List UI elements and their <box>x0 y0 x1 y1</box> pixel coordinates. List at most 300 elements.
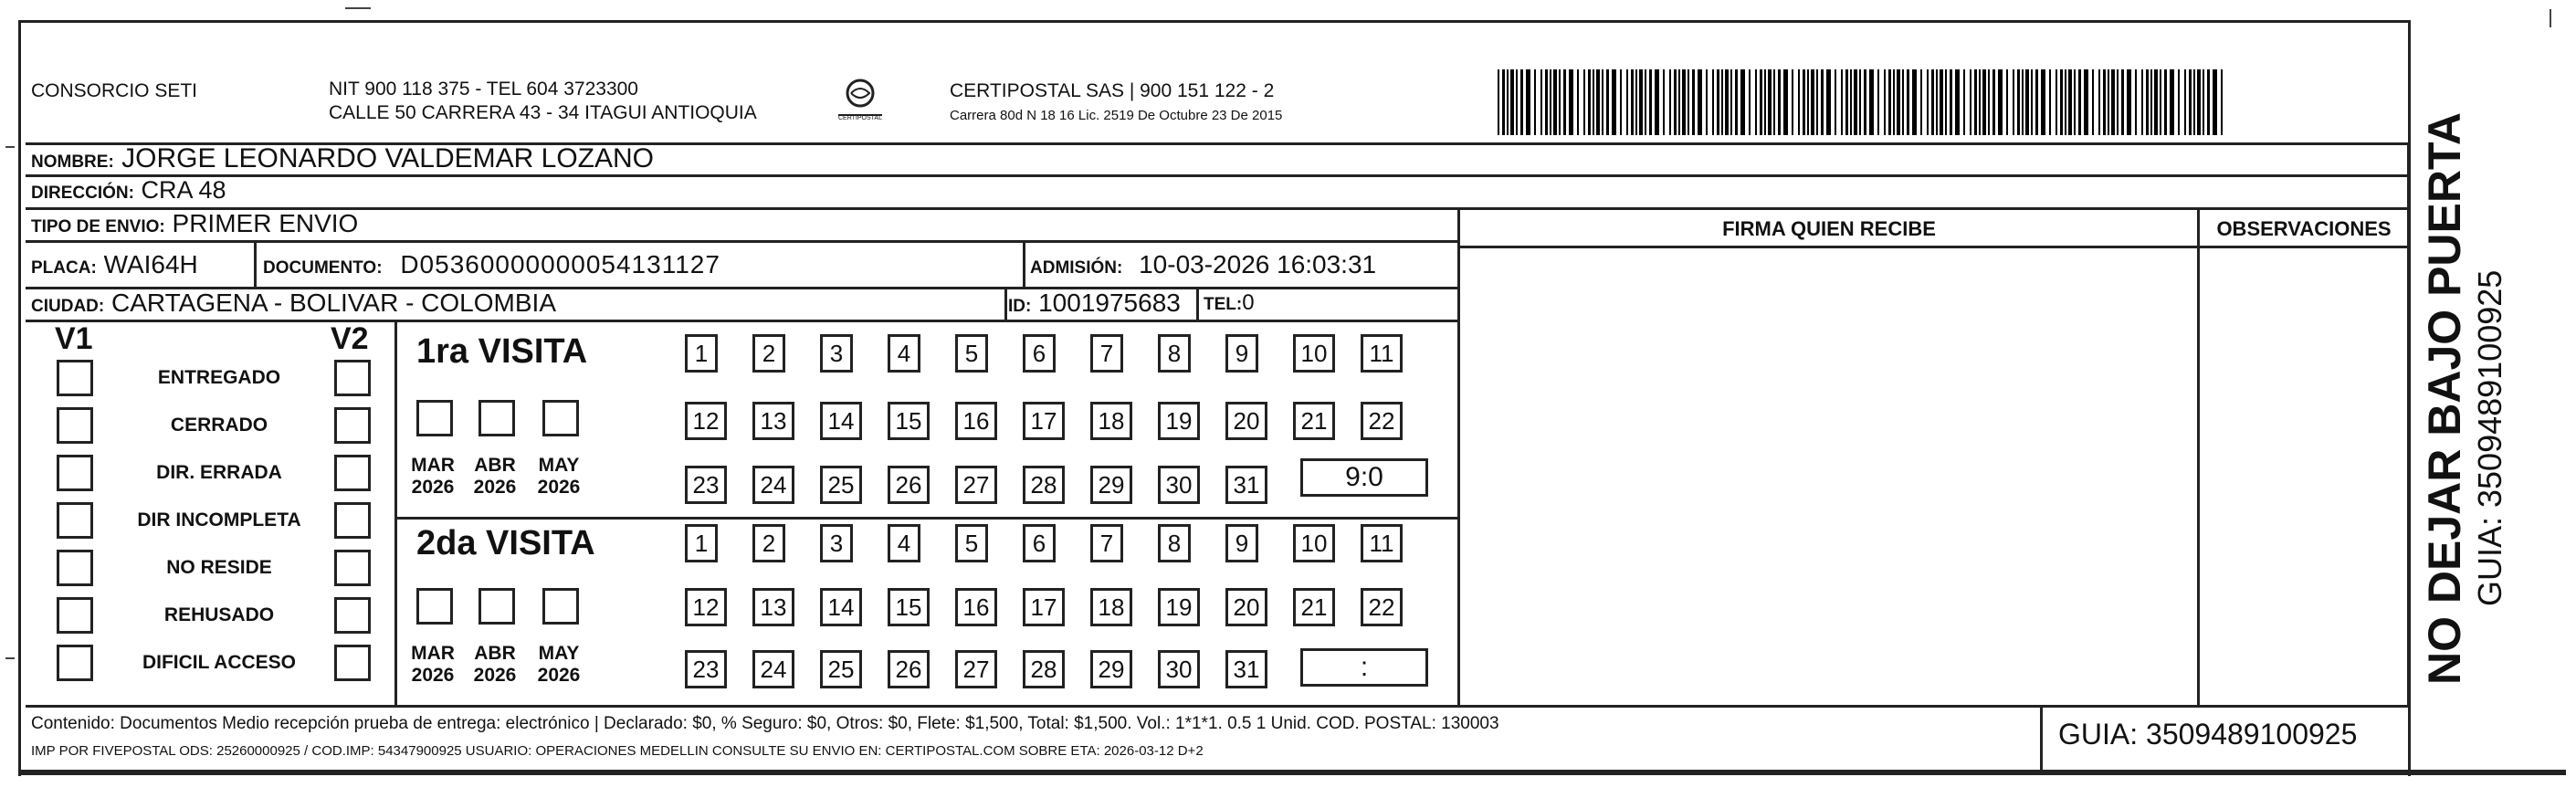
barcode-bar <box>2146 69 2149 135</box>
month-checkbox[interactable] <box>478 400 515 436</box>
barcode-bar <box>2221 69 2223 135</box>
barcode-bar <box>2150 69 2152 135</box>
month-checkbox[interactable] <box>416 588 453 625</box>
day-box[interactable]: 17 <box>1023 402 1065 440</box>
barcode-bar <box>1645 69 1646 135</box>
barcode-bar <box>1678 69 1680 135</box>
barcode-bar <box>1816 69 1818 135</box>
barcode-bar <box>2178 69 2180 135</box>
day-box[interactable]: 1 <box>685 524 718 562</box>
month-name: MAR <box>411 643 455 664</box>
month-name: MAY <box>538 455 580 476</box>
day-box[interactable]: 21 <box>1293 402 1335 440</box>
rule <box>1457 246 2409 248</box>
barcode-bar <box>1955 69 1960 135</box>
rule <box>394 517 1457 520</box>
barcode-bar <box>1717 69 1719 135</box>
barcode-bar <box>2025 69 2029 135</box>
barcode-bar <box>2074 69 2076 135</box>
barcode-bar <box>1569 69 1573 135</box>
day-box[interactable]: 12 <box>685 588 727 626</box>
month-label <box>405 643 460 687</box>
barcode-bar <box>1974 69 1977 135</box>
barcode-bar <box>1803 69 1805 135</box>
day-box[interactable]: 16 <box>955 402 997 440</box>
barcode-bar <box>1826 69 1831 135</box>
day-box[interactable]: 31 <box>1225 650 1267 688</box>
day-box[interactable]: 7 <box>1090 524 1123 562</box>
month-label <box>468 643 522 687</box>
second-visit-title: 2da VISITA <box>416 524 595 562</box>
admision-value: 10-03-2026 16:03:31 <box>1139 250 1377 278</box>
day-box[interactable]: 13 <box>752 402 794 440</box>
month-checkbox[interactable] <box>478 588 515 625</box>
barcode-bar <box>1864 69 1866 135</box>
barcode-bar <box>2203 69 2204 135</box>
placa-label: PLACA: <box>31 258 97 278</box>
barcode-bar <box>2121 69 2124 135</box>
nombre-row <box>31 143 654 174</box>
barcode-bar <box>1516 69 1518 135</box>
barcode-bar <box>2135 69 2137 135</box>
barcode-bar <box>1498 69 1499 135</box>
day-box[interactable]: 23 <box>685 466 727 504</box>
rule <box>2407 142 2410 705</box>
v2-checkbox[interactable] <box>334 407 371 444</box>
v2-checkbox[interactable] <box>334 550 371 586</box>
scan-mark <box>5 146 15 148</box>
barcode-bar <box>2031 69 2033 135</box>
documento-row <box>263 250 720 279</box>
v2-checkbox[interactable] <box>334 360 371 396</box>
barcode-bar <box>2049 69 2051 135</box>
barcode-bar <box>2084 69 2088 135</box>
barcode-bar <box>1859 69 1861 135</box>
barcode-bar <box>1755 69 1757 135</box>
barcode-bar <box>1783 69 1788 135</box>
documento-value: D05360000000054131127 <box>400 250 720 278</box>
month-checkbox[interactable] <box>416 400 453 436</box>
barcode-bar <box>1963 69 1965 135</box>
barcode-bar <box>1682 69 1686 135</box>
barcode-bar <box>1798 69 1800 135</box>
barcode-bar <box>2170 69 2174 135</box>
barcode-bar <box>1877 69 1879 135</box>
day-box[interactable]: 20 <box>1225 588 1267 626</box>
nombre-label: NOMBRE: <box>31 152 114 172</box>
day-box[interactable]: 13 <box>752 588 794 626</box>
rule <box>254 240 257 287</box>
day-box[interactable]: 31 <box>1225 466 1267 504</box>
day-box[interactable]: 11 <box>1361 334 1403 373</box>
v1-checkbox[interactable] <box>57 597 93 634</box>
reason-label: ENTREGADO <box>157 367 281 388</box>
barcode-bar <box>1510 69 1514 135</box>
barcode-bar <box>1760 69 1762 135</box>
barcode-bar <box>1540 69 1542 135</box>
barcode-bar <box>2193 69 2195 135</box>
barcode-bar <box>1764 69 1766 135</box>
day-box[interactable]: 11 <box>1361 524 1403 562</box>
barcode-bar <box>1950 69 1952 135</box>
barcode-bar <box>1606 69 1609 135</box>
day-box[interactable]: 5 <box>955 524 988 562</box>
barcode-bar <box>2022 69 2024 135</box>
day-box[interactable]: 22 <box>1361 588 1403 626</box>
day-box[interactable]: 29 <box>1090 650 1132 688</box>
barcode-bar <box>1821 69 1824 135</box>
barcode-bar <box>1835 69 1836 135</box>
barcode-bar <box>2041 69 2045 135</box>
barcode-bar <box>1869 69 1874 135</box>
day-box[interactable]: 25 <box>820 650 862 688</box>
barcode-bar <box>1639 69 1643 135</box>
barcode-bar <box>1927 69 1929 135</box>
barcode-bar <box>1992 69 1995 135</box>
day-box[interactable]: 30 <box>1158 466 1200 504</box>
barcode-bar <box>1768 69 1772 135</box>
barcode-bar <box>1534 69 1536 135</box>
firma-label: FIRMA QUIEN RECIBE <box>1722 217 1936 240</box>
tel-label: TEL: <box>1204 295 1243 314</box>
day-box[interactable]: 20 <box>1225 402 1267 440</box>
barcode-bar <box>1712 69 1714 135</box>
barcode-bar <box>1735 69 1738 135</box>
barcode-bar <box>1674 69 1677 135</box>
direccion-value: CRA 48 <box>141 176 226 204</box>
time-first: 9:0 <box>1345 462 1383 492</box>
day-box[interactable]: 18 <box>1090 588 1132 626</box>
barcode-bar <box>1502 69 1505 135</box>
reason-label: DIR. ERRADA <box>156 462 282 483</box>
barcode-bar <box>1792 69 1793 135</box>
day-box[interactable]: 3 <box>820 334 853 373</box>
barcode-bar <box>1721 69 1723 135</box>
day-box[interactable]: 6 <box>1023 524 1056 562</box>
admision-label: ADMISIÓN: <box>1030 258 1123 278</box>
barcode-bar <box>1545 69 1548 135</box>
barcode-bar <box>2013 69 2014 135</box>
tipo-value: PRIMER ENVIO <box>172 209 359 237</box>
placa-row <box>31 250 198 279</box>
v2-label: V2 <box>331 321 369 356</box>
barcode-bar <box>1725 69 1729 135</box>
v2-checkbox[interactable] <box>334 502 371 539</box>
barcode-bar <box>1912 69 1917 135</box>
scan-mark <box>5 657 15 659</box>
footer-imp: IMP POR FIVEPOSTAL ODS: 25260000925 / COD.IMP: 54347900925 USUARIO: OPERACIONES MEDELLIN CONSULTE SU ENVIO EN: CERTIPOSTAL.COM SOBRE ETA: 2026-03-12 D+2 <box>31 743 1204 759</box>
month-name: ABR <box>474 643 516 664</box>
barcode-bar <box>1602 69 1603 135</box>
admision-row <box>1030 250 1376 279</box>
reason-label: NO RESIDE <box>166 557 272 578</box>
side-guia: GUIA: 3509489100925 <box>2471 269 2508 606</box>
month-year: 2026 <box>473 477 517 498</box>
direccion-row <box>31 176 226 205</box>
no-dejar-warning: NO DEJAR BAJO PUERTA <box>2419 112 2470 685</box>
time-box-second[interactable] <box>1300 648 1428 687</box>
barcode-bar <box>2164 69 2167 135</box>
barcode-bar <box>2006 69 2008 135</box>
day-box[interactable]: 2 <box>752 524 785 562</box>
barcode-bar <box>1988 69 1990 135</box>
barcode-bar <box>2068 69 2072 135</box>
day-box[interactable]: 19 <box>1158 402 1200 440</box>
barcode-bar <box>1740 69 1745 135</box>
v2-checkbox[interactable] <box>334 645 371 681</box>
barcode-bar <box>1888 69 1891 135</box>
id-row <box>1008 289 1181 318</box>
certipostal-sub: Carrera 80d N 18 16 Lic. 2519 De Octubre 23 De 2015 <box>950 108 1283 123</box>
barcode-bar <box>1669 69 1671 135</box>
day-box[interactable]: 25 <box>820 466 862 504</box>
id-label: ID: <box>1008 297 1032 316</box>
day-box[interactable]: 18 <box>1090 402 1132 440</box>
barcode-bar <box>2197 69 2201 135</box>
day-box[interactable]: 17 <box>1023 588 1065 626</box>
v1-label: V1 <box>55 321 93 356</box>
reason-label: CERRADO <box>170 415 268 436</box>
barcode-bar <box>2141 69 2143 135</box>
barcode-bar <box>2103 69 2106 135</box>
day-box[interactable]: 9 <box>1225 524 1258 562</box>
day-box[interactable]: 2 <box>752 334 785 373</box>
day-box[interactable]: 4 <box>888 524 920 562</box>
day-box[interactable]: 10 <box>1293 524 1335 562</box>
v1-checkbox[interactable] <box>57 455 93 491</box>
day-box[interactable]: 3 <box>820 524 853 562</box>
day-box[interactable]: 21 <box>1293 588 1335 626</box>
barcode-bar <box>1854 69 1857 135</box>
barcode-bar <box>1982 69 1986 135</box>
time-second: : <box>1360 652 1369 682</box>
barcode-bar <box>1553 69 1557 135</box>
day-box[interactable]: 16 <box>955 588 997 626</box>
barcode-bar <box>2184 69 2186 135</box>
barcode-bar <box>1807 69 1809 135</box>
day-box[interactable]: 9 <box>1225 334 1258 373</box>
placa-value: WAI64H <box>103 250 198 278</box>
rule <box>2040 705 2043 771</box>
month-name: ABR <box>474 455 516 476</box>
month-label <box>468 455 522 499</box>
barcode <box>1498 69 2228 135</box>
barcode-bar <box>1931 69 1934 135</box>
month-year: 2026 <box>411 665 455 686</box>
day-box[interactable]: 8 <box>1158 334 1191 373</box>
barcode-bar <box>1811 69 1814 135</box>
id-value: 1001975683 <box>1038 289 1181 317</box>
rule <box>1004 287 1007 320</box>
scan-mark <box>2550 9 2551 27</box>
ciudad-label: CIUDAD: <box>31 297 105 316</box>
day-box[interactable]: 1 <box>685 334 718 373</box>
barcode-bar <box>1692 69 1695 135</box>
day-box[interactable]: 27 <box>955 466 997 504</box>
tel-value: 0 <box>1242 290 1255 315</box>
scan-mark <box>345 7 371 9</box>
day-box[interactable]: 27 <box>955 650 997 688</box>
barcode-bar <box>1698 69 1702 135</box>
day-box[interactable]: 29 <box>1090 466 1132 504</box>
rule <box>26 207 2409 210</box>
v1-checkbox[interactable] <box>57 550 93 586</box>
barcode-bar <box>2213 69 2217 135</box>
barcode-bar <box>1845 69 1848 135</box>
barcode-bar <box>2111 69 2115 135</box>
barcode-bar <box>2065 69 2066 135</box>
footer-content: Contenido: Documentos Medio recepción prueba de entrega: electrónico | Declarado: $0, % Seguro: $0, Otros: $0, Flete: $1,500, Total: $1,500. Vol.: 1*1*1. 0.5 1 Unid. COD. POSTAL: 130003 <box>31 714 1499 733</box>
barcode-bar <box>1936 69 1938 135</box>
day-box[interactable]: 22 <box>1361 402 1403 440</box>
barcode-bar <box>2108 69 2109 135</box>
day-box[interactable]: 24 <box>752 466 794 504</box>
day-box[interactable]: 24 <box>752 650 794 688</box>
observaciones-label: OBSERVACIONES <box>2216 217 2392 240</box>
rule <box>26 240 1457 243</box>
day-box[interactable]: 6 <box>1023 334 1056 373</box>
bottom-border <box>18 770 2566 775</box>
day-box[interactable]: 15 <box>888 588 930 626</box>
barcode-bar <box>1577 69 1579 135</box>
company-name: CONSORCIO SETI <box>31 80 198 101</box>
barcode-bar <box>1526 69 1530 135</box>
v2-checkbox[interactable] <box>334 597 371 634</box>
first-visit-title: 1ra VISITA <box>416 332 588 371</box>
barcode-bar <box>1920 69 1922 135</box>
rule <box>26 320 1457 322</box>
barcode-bar <box>2060 69 2063 135</box>
rule <box>1023 240 1025 287</box>
barcode-bar <box>1979 69 1981 135</box>
barcode-bar <box>1730 69 1732 135</box>
barcode-bar <box>1635 69 1637 135</box>
barcode-bar <box>2207 69 2210 135</box>
ciudad-row <box>31 289 556 318</box>
day-box[interactable]: 26 <box>888 466 930 504</box>
month-year: 2026 <box>537 477 581 498</box>
barcode-bar <box>1970 69 1971 135</box>
ciudad-value: CARTAGENA - BOLIVAR - COLOMBIA <box>111 289 556 317</box>
address-line: CALLE 50 CARRERA 43 - 34 ITAGUI ANTIOQUIA <box>329 102 757 123</box>
footer-guia: GUIA: 3509489100925 <box>2058 718 2358 751</box>
v1-checkbox[interactable] <box>57 360 93 396</box>
v1-checkbox[interactable] <box>57 645 93 681</box>
day-box[interactable]: 30 <box>1158 650 1200 688</box>
barcode-bar <box>2035 69 2038 135</box>
barcode-bar <box>1559 69 1561 135</box>
month-checkbox[interactable] <box>542 400 579 436</box>
barcode-bar <box>1688 69 1689 135</box>
nombre-value: JORGE LEONARDO VALDEMAR LOZANO <box>121 143 655 173</box>
barcode-bar <box>1749 69 1751 135</box>
day-box[interactable]: 23 <box>685 650 727 688</box>
rule <box>2197 207 2200 705</box>
tel-row <box>1204 290 1255 316</box>
rule <box>1457 207 1460 705</box>
day-box[interactable]: 28 <box>1023 650 1065 688</box>
barcode-bar <box>2127 69 2131 135</box>
barcode-bar <box>2092 69 2094 135</box>
barcode-bar <box>1998 69 2003 135</box>
day-box[interactable]: 14 <box>820 588 862 626</box>
day-box[interactable]: 28 <box>1023 466 1065 504</box>
v1-checkbox[interactable] <box>57 502 93 539</box>
reason-label: REHUSADO <box>163 604 275 625</box>
logo-text: CERTIPOSTAL <box>838 115 882 121</box>
month-checkbox[interactable] <box>542 588 579 625</box>
time-box-first[interactable] <box>1300 458 1428 497</box>
barcode-bar <box>1507 69 1509 135</box>
documento-label: DOCUMENTO: <box>263 258 383 278</box>
direccion-label: DIRECCIÓN: <box>31 184 134 203</box>
barcode-bar <box>2098 69 2100 135</box>
month-name: MAY <box>538 643 580 664</box>
rule <box>26 174 2409 177</box>
barcode-bar <box>1655 69 1659 135</box>
barcode-bar <box>1663 69 1665 135</box>
day-box[interactable]: 7 <box>1090 334 1123 373</box>
barcode-bar <box>1940 69 1943 135</box>
month-year: 2026 <box>411 477 455 498</box>
day-box[interactable]: 5 <box>955 334 988 373</box>
day-box[interactable]: 15 <box>888 402 930 440</box>
reason-label: DIFICIL ACCESO <box>142 652 296 673</box>
barcode-bar <box>2056 69 2057 135</box>
day-box[interactable]: 4 <box>888 334 920 373</box>
day-box[interactable]: 8 <box>1158 524 1191 562</box>
barcode-bar <box>1520 69 1523 135</box>
barcode-bar <box>1945 69 1947 135</box>
day-box[interactable]: 14 <box>820 402 862 440</box>
barcode-bar <box>1593 69 1594 135</box>
day-box[interactable]: 10 <box>1293 334 1335 373</box>
certipostal-line: CERTIPOSTAL SAS | 900 151 122 - 2 <box>950 80 1275 101</box>
nit-line: NIT 900 118 375 - TEL 604 3723300 <box>329 79 638 100</box>
barcode-bar <box>1778 69 1781 135</box>
v1-checkbox[interactable] <box>57 407 93 444</box>
barcode-bar <box>2189 69 2192 135</box>
reason-label: DIR INCOMPLETA <box>137 509 301 530</box>
barcode-bar <box>1649 69 1652 135</box>
rule <box>1196 287 1199 320</box>
day-box[interactable]: 12 <box>685 402 727 440</box>
v2-checkbox[interactable] <box>334 455 371 491</box>
barcode-bar <box>2160 69 2161 135</box>
barcode-bar <box>1626 69 1628 135</box>
barcode-bar <box>2117 69 2119 135</box>
month-label <box>531 455 586 499</box>
barcode-bar <box>1893 69 1895 135</box>
barcode-bar <box>1902 69 1904 135</box>
barcode-bar <box>1631 69 1634 135</box>
month-label <box>405 455 460 499</box>
month-name: MAR <box>411 455 455 476</box>
rule <box>26 705 2409 708</box>
day-box[interactable]: 19 <box>1158 588 1200 626</box>
barcode-bar <box>1907 69 1909 135</box>
barcode-bar <box>1773 69 1775 135</box>
barcode-bar <box>1884 69 1886 135</box>
barcode-bar <box>1588 69 1591 135</box>
month-year: 2026 <box>473 665 517 686</box>
barcode-bar <box>1620 69 1622 135</box>
month-label <box>531 643 586 687</box>
rule <box>394 320 397 705</box>
tipo-row <box>31 209 358 238</box>
day-box[interactable]: 26 <box>888 650 930 688</box>
barcode-bar <box>2078 69 2081 135</box>
